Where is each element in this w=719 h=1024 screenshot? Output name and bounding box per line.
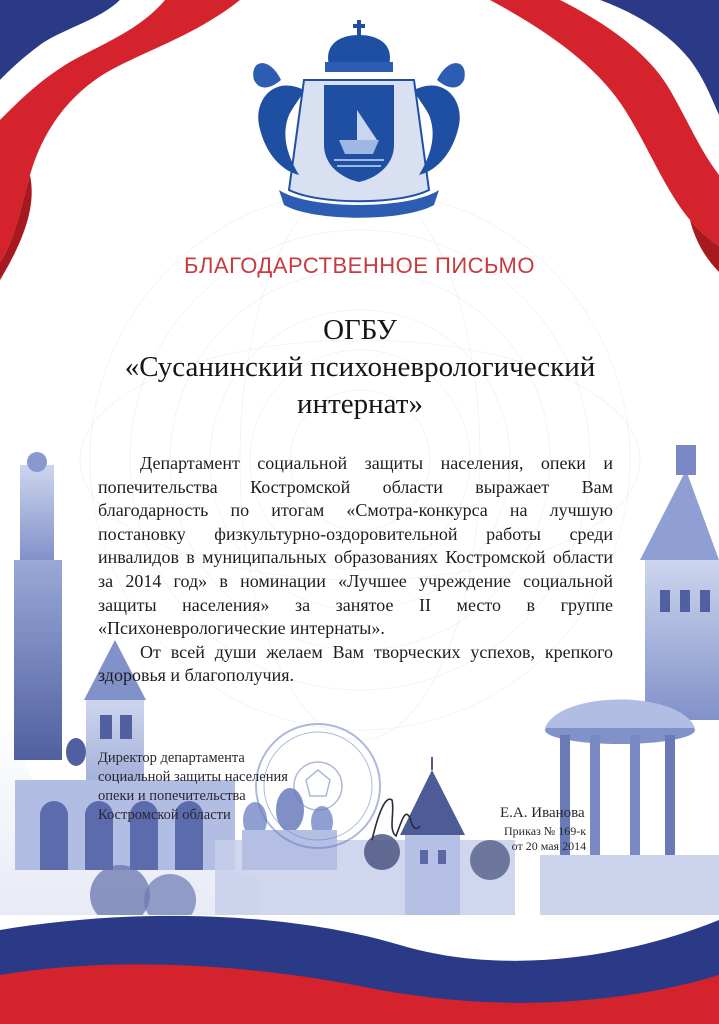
org-name-line-1: «Сусанинский психоневрологический [124,351,596,383]
letter-body [98,452,613,688]
flag-ribbon-bottom [0,915,719,1024]
letter-title: БЛАГОДАРСТВЕННОЕ ПИСЬМО [184,253,535,278]
signer-position [98,749,288,825]
order-date: от 20 мая 2014 [511,839,587,853]
signer-position-line-4: Костромской области [98,807,231,823]
recipient-organization [60,312,660,423]
signer-position-line-3: опеки и попечительства [98,788,246,804]
wishes-paragraph: От всей души желаем Вам творческих успехов, крепкого здоровья и благополучия. [98,641,613,686]
order-number: Приказ № 169-к [504,824,587,838]
signer-name: Е.А. Иванова [500,805,585,821]
order-reference [504,824,586,854]
flag-ribbon-top-left [0,0,240,280]
org-name-line-2: интернат» [297,388,423,420]
org-type: ОГБУ [323,314,397,346]
flag-ribbon-top-right [490,0,719,272]
kostroma-coat-of-arms-icon [253,20,465,218]
signer-position-line-1: Директор департамента [98,750,245,766]
gratitude-paragraph: Департамент социальной защиты населения, опеки и попечительства Костромской области выражает Вам благодарность по итогам «Смотра-конкурса на лучшую постановку физкультурно-оздоровительной работы среди инвалидов в муниципальных образованиях Костромской области за 2014 год» в номинации «Лучшее учреждение социальной защиты населения» за занятое II место в группе «Психоневрологические интернаты». [98,453,613,639]
signer-position-line-2: социальной защиты населения [98,769,288,785]
